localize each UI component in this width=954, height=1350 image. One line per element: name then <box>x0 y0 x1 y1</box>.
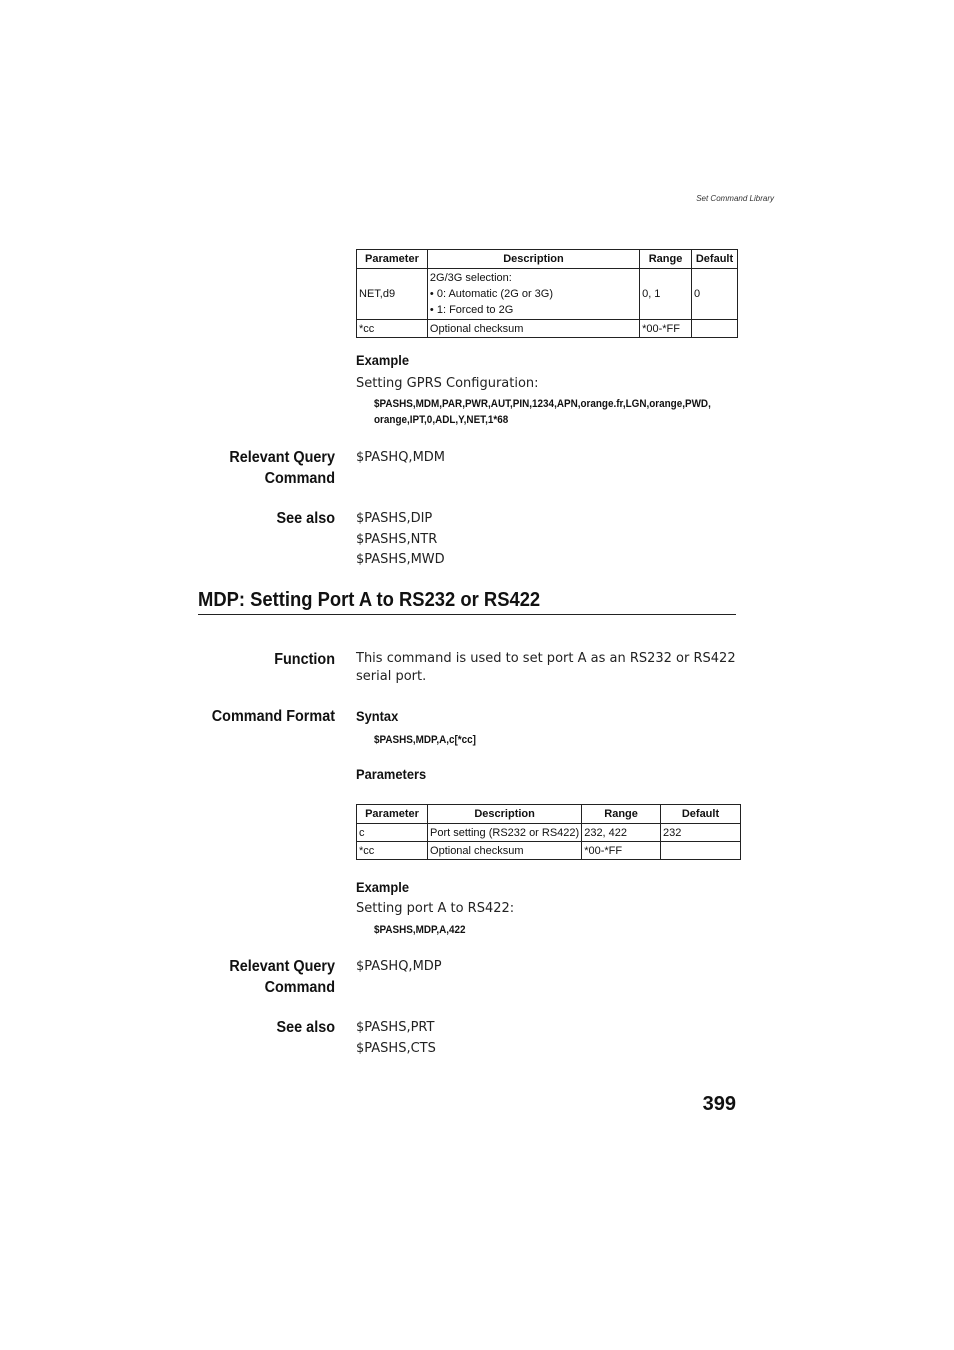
label-line: Relevant Query <box>229 958 335 975</box>
table-row <box>357 269 738 320</box>
relevant-query-label <box>196 956 336 998</box>
range-cell: *00-*FF <box>640 320 692 338</box>
see-also-label: See also <box>276 1019 335 1036</box>
example-code-line: orange,IPT,0,ADL,Y,NET,1*68 <box>374 414 509 426</box>
relevant-query-value: $PASHQ,MDM <box>356 450 446 465</box>
command-format-label: Command Format <box>211 708 335 725</box>
see-also-item: $PASHS,PRT <box>356 1020 435 1035</box>
example-text: Setting port A to RS422: <box>356 901 515 916</box>
see-also-label: See also <box>276 510 335 527</box>
function-text-line: This command is used to set port A as an RS232 or RS422 <box>356 651 736 666</box>
default-cell: 0 <box>692 269 738 320</box>
label-line: Command <box>264 470 335 487</box>
description-title: 2G/3G selection: <box>429 272 512 284</box>
column-header: Parameter <box>357 250 428 269</box>
running-header: Set Command Library <box>696 194 774 203</box>
parameter-cell: *cc <box>357 320 428 338</box>
see-also-item: $PASHS,DIP <box>356 511 433 526</box>
column-header: Default <box>660 805 740 824</box>
table-row <box>357 824 741 842</box>
table-row <box>357 320 738 338</box>
parameters-table-mdm <box>356 249 738 338</box>
table-header-row <box>357 805 741 824</box>
syntax-heading: Syntax <box>356 708 399 724</box>
parameters-heading: Parameters <box>356 766 427 782</box>
see-also-list <box>356 509 445 571</box>
example-heading: Example <box>356 352 409 368</box>
table-row <box>357 842 741 860</box>
range-cell: 0, 1 <box>640 269 692 320</box>
column-header: Default <box>692 250 738 269</box>
section-title-text: MDP: Setting Port A to RS232 or RS422 <box>198 589 541 611</box>
syntax-code: $PASHS,MDP,A,c[*cc] <box>374 734 476 746</box>
description-cell: Optional checksum <box>428 842 582 860</box>
see-also-item: $PASHS,CTS <box>356 1040 436 1056</box>
example-code: $PASHS,MDP,A,422 <box>374 924 466 936</box>
description-cell <box>427 269 639 320</box>
parameter-cell: *cc <box>357 842 428 860</box>
parameter-cell: NET,d9 <box>357 269 428 320</box>
description-bullet: • 0: Automatic (2G or 3G) <box>430 286 637 302</box>
table-header-row <box>357 250 738 269</box>
description-bullet: • 1: Forced to 2G <box>430 302 637 318</box>
column-header: Range <box>640 250 692 269</box>
function-text <box>356 650 746 686</box>
see-also-item: $PASHS,NTR <box>356 531 438 547</box>
see-also-item: $PASHS,MWD <box>356 552 445 567</box>
parameters-table-mdp <box>356 804 741 860</box>
column-header: Range <box>582 805 661 824</box>
default-cell: 232 <box>660 824 740 842</box>
default-cell <box>660 842 740 860</box>
default-cell <box>692 320 738 338</box>
range-cell: 232, 422 <box>582 824 661 842</box>
example-heading: Example <box>356 879 409 895</box>
range-cell: *00-*FF <box>582 842 661 860</box>
see-also-list <box>356 1018 436 1059</box>
relevant-query-label <box>196 447 336 489</box>
column-header: Parameter <box>357 805 428 824</box>
page-number: 399 <box>702 1093 736 1115</box>
description-cell: Port setting (RS232 or RS422) <box>428 824 582 842</box>
column-header: Description <box>428 805 582 824</box>
example-code-line: $PASHS,MDM,PAR,PWR,AUT,PIN,1234,APN,orange.fr,LGN,orange,PWD, <box>374 398 711 410</box>
parameter-cell: c <box>357 824 428 842</box>
relevant-query-value: $PASHQ,MDP <box>356 959 442 974</box>
function-label: Function <box>274 651 335 668</box>
label-line: Command <box>264 979 335 996</box>
function-text-line: serial port. <box>356 669 427 684</box>
section-title <box>198 587 736 615</box>
column-header: Description <box>427 250 639 269</box>
label-line: Relevant Query <box>229 449 335 466</box>
description-cell: Optional checksum <box>427 320 639 338</box>
example-text: Setting GPRS Configuration: <box>356 376 539 391</box>
